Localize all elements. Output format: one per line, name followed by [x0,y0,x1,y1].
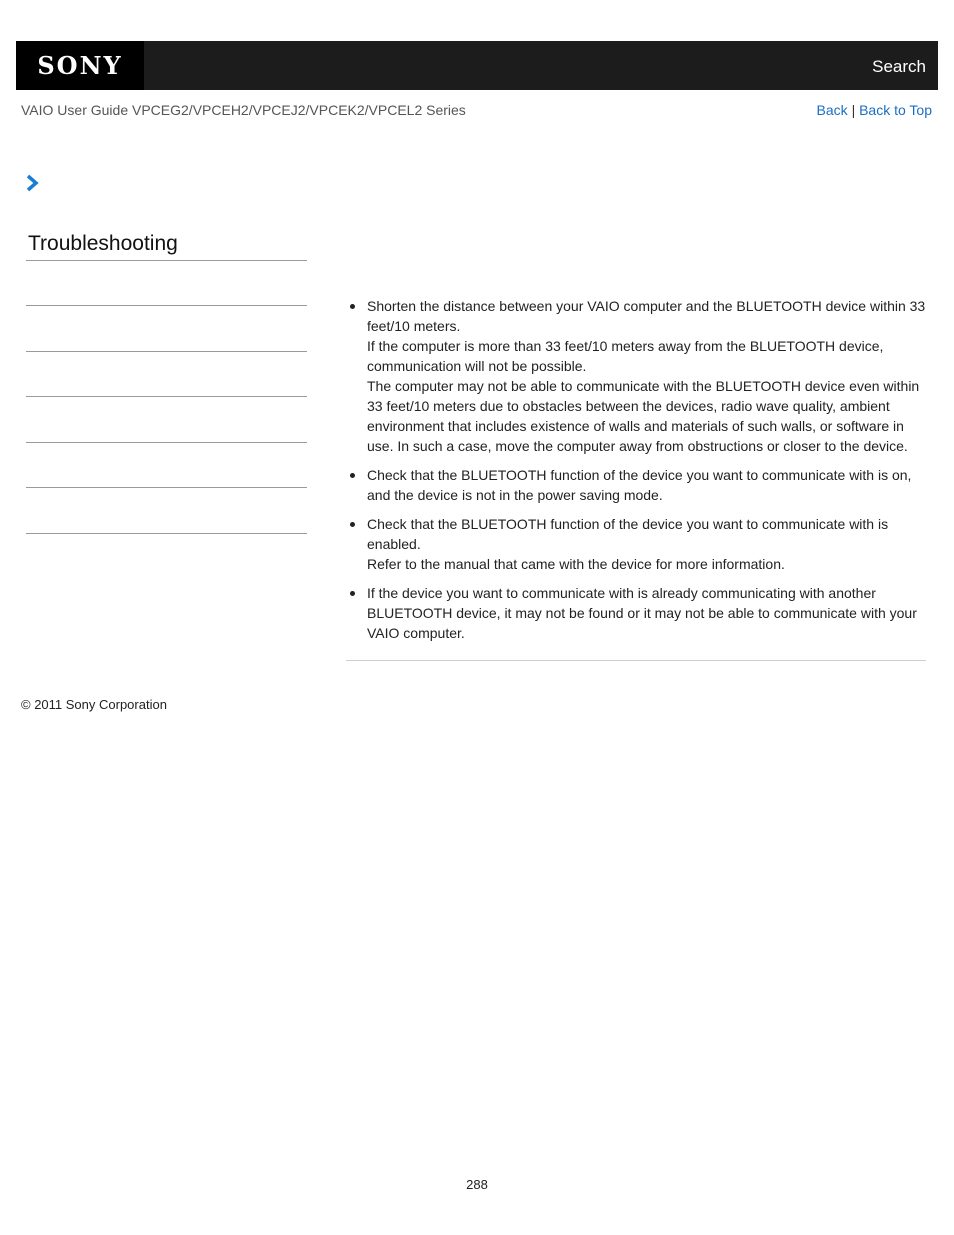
tip-text: If the computer is more than 33 feet/10 meters away from the BLUETOOTH device, communication will not be possible. [367,338,884,374]
copyright: © 2011 Sony Corporation [21,697,167,712]
search-link[interactable]: Search [872,57,926,76]
tip-text: If the device you want to communicate with is already communicating with another BLUETOOTH device, it may not be found or it may not be able to communicate with your VAIO computer. [367,585,917,641]
tip-text: Check that the BLUETOOTH function of the device you want to communicate with is enabled. [367,516,889,552]
nav-links [817,102,932,118]
tip-text: Shorten the distance between your VAIO computer and the BLUETOOTH device within 33 feet/10 meters. [367,298,926,334]
content-divider [346,660,926,661]
tip-text: Refer to the manual that came with the device for more information. [367,556,785,572]
sony-logo[interactable] [16,41,144,90]
top-bar [16,41,938,90]
sidebar-divider [26,396,307,397]
list-item [346,583,926,643]
back-to-top-link[interactable]: Back to Top [859,102,932,118]
logo-text: SONY [37,51,123,80]
back-link[interactable]: Back [816,102,848,118]
sidebar-divider [26,351,307,352]
tip-text: Check that the BLUETOOTH function of the device you want to communicate with is on, and the device is not in the power saving mode. [367,467,912,503]
bullet-icon [350,591,355,596]
guide-title: VAIO User Guide VPCEG2/VPCEH2/VPCEJ2/VPCEK2/VPCEL2 Series [21,102,466,118]
list-item [346,514,926,574]
bullet-icon [350,522,355,527]
list-item [346,465,926,505]
sidebar-divider [26,305,307,306]
nav-separator: | [851,102,856,118]
sidebar-divider [26,487,307,488]
tip-text: The computer may not be able to communicate with the BLUETOOTH device even within 33 feet/10 meters due to obstacles between the devices, radio wave quality, ambient environment that includes existence of walls and materials of such walls, or software in use. In such a case, move the computer away from obstructions or closer to the device. [367,378,920,454]
list-item [346,296,926,456]
tips-list [346,296,926,643]
chevron-right-icon[interactable] [25,174,41,192]
sidebar-divider [26,442,307,443]
sidebar-divider [26,533,307,534]
page-number: 288 [466,1177,488,1192]
bullet-icon [350,304,355,309]
bullet-icon [350,473,355,478]
section-title: Troubleshooting [28,232,178,255]
section-divider [26,260,307,261]
content-area [346,296,926,652]
